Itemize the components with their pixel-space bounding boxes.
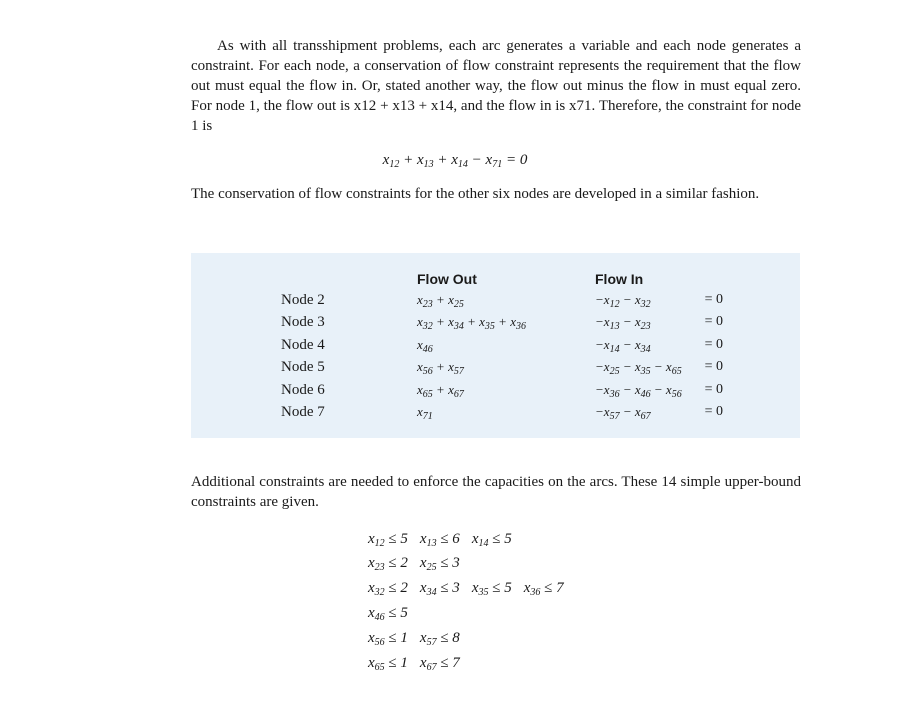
bound-constraint: $x_{14} \le 5$ [471,531,512,549]
bound-constraint: $x_{36} \le 7$ [523,580,564,598]
node-label: Node 4 [281,337,325,353]
bounds-line [368,552,472,574]
rhs-value: = 0 [704,382,723,397]
flow-out-expr: $x_{46}$ [417,337,433,355]
flow-out-expr: $x_{23} + x_{25}$ [417,292,464,310]
rhs-value: = 0 [704,292,723,307]
bounds-line [368,602,420,624]
node1-constraint: $x_{12} + x_{13} + x_{14} - x_{71} = 0$ [382,152,528,170]
node-label: Node 6 [281,382,325,398]
bounds-line [368,652,472,674]
table-row [0,312,910,334]
rhs-value: = 0 [704,314,723,329]
rhs-value: = 0 [704,359,723,374]
flow-in-expr: $-x_{13} - x_{23}$ [595,314,651,332]
bound-constraint: $x_{56} \le 1$ [368,630,408,648]
table-row [0,380,910,402]
bound-constraint: $x_{25} \le 3$ [419,555,460,573]
bound-constraint: $x_{34} \le 3$ [419,580,460,598]
conservation-paragraph: The conservation of flow constraints for the other six nodes are developed in a similar fashion. [191,186,760,202]
bound-constraint: $x_{32} \le 2$ [368,580,408,598]
flow-out-expr: $x_{32} + x_{34} + x_{35} + x_{36}$ [417,314,526,332]
intro-paragraph: As with all transshipment problems, each arc generates a variable and each node generates a constraint. For each node, a conservation of flow constraint represents the requirement that the flow out must equal the flow in. Or, stated another way, the flow out minus the flow in must equal zero. For node 1, the flow out is x12 + x13 + x14, and the flow in is x71. Therefore, the constraint for node 1 is [191,38,801,134]
flow-out-expr: $x_{65} + x_{67}$ [417,382,464,400]
flow-out-header: Flow Out [417,271,477,287]
flow-out-expr: $x_{56} + x_{57}$ [417,359,464,377]
node-label: Node 7 [281,404,325,420]
bounds-line [368,528,524,550]
rhs-value: = 0 [704,404,723,419]
flow-in-expr: $-x_{57} - x_{67}$ [595,404,651,422]
rhs-value: = 0 [704,337,723,352]
node-label: Node 3 [281,314,325,330]
bound-constraint: $x_{23} \le 2$ [368,555,408,573]
bound-constraint: $x_{35} \le 5$ [471,580,512,598]
bound-constraint: $x_{12} \le 5$ [368,531,408,549]
flow-in-header: Flow In [595,271,644,287]
flow-in-expr: $-x_{12} - x_{32}$ [595,292,651,310]
bound-constraint: $x_{46} \le 5$ [368,605,408,623]
table-row [0,402,910,424]
bound-constraint: $x_{65} \le 1$ [368,655,408,673]
node-label: Node 5 [281,359,325,375]
bound-constraint: $x_{13} \le 6$ [419,531,460,549]
bound-constraint: $x_{57} \le 8$ [419,630,460,648]
table-row [0,335,910,357]
table-row [0,357,910,379]
table-row [0,290,910,312]
capacity-paragraph: Additional constraints are needed to enforce the capacities on the arcs. These 14 simple upper-bound constraints are given. [191,474,801,510]
bound-constraint: $x_{67} \le 7$ [419,655,460,673]
flow-in-expr: $-x_{25} - x_{35} - x_{65}$ [595,359,682,377]
bounds-line [368,627,472,649]
flow-in-expr: $-x_{36} - x_{46} - x_{56}$ [595,382,682,400]
flow-in-expr: $-x_{14} - x_{34}$ [595,337,651,355]
node-label: Node 2 [281,292,325,308]
flow-out-expr: $x_{71}$ [417,404,433,422]
bounds-line [368,577,576,599]
